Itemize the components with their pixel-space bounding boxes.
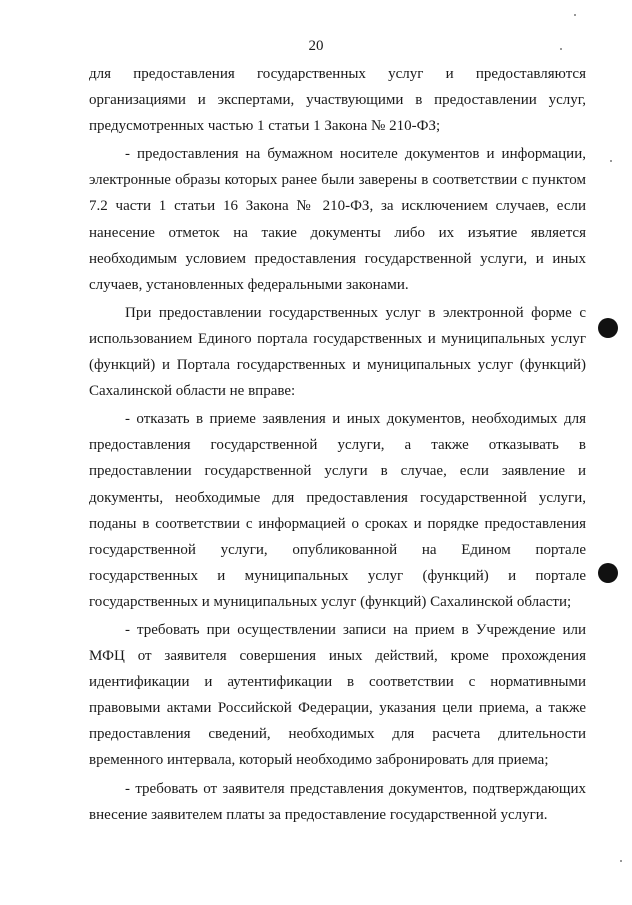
punch-hole-mark xyxy=(598,563,618,583)
scan-speck xyxy=(560,48,562,50)
scan-speck xyxy=(610,160,612,162)
paragraph-appointment-requirements: - требовать при осуществлении записи на прием в Учреждение или МФЦ от заявителя совершения иных действий, кроме прохождения идентификации и аутентификации в соответствии с нормативными правовыми актами Российской Федерации, указания цели приема, а также предоставления сведений, необходимых для расчета длительности временного интервала, который необходимо забронировать для приема; xyxy=(89,621,586,769)
scan-speck xyxy=(574,14,576,16)
paragraph-paper-documents: - предоставления на бумажном носителе документов и информации, электронные образы которых ранее были заверены в соответствии с пунктом 7.2 части 1 статьи 16 Закона № 210-ФЗ, за исключением случаев, если нанесение отметок на такие документы либо их изъятие является необходимым условием предоставления государственной услуги, и иных случаев, установленных федеральными законами. xyxy=(89,146,586,293)
punch-hole-mark xyxy=(598,318,618,338)
document-body xyxy=(89,61,586,828)
paragraph-payment-documents: - требовать от заявителя представления документов, подтверждающих внесение заявителем платы за предоставление государственной услуги. xyxy=(89,780,586,823)
paragraph-electronic-services: При предоставлении государственных услуг в электронной форме с использованием Единого портала государственных и муниципальных услуг (функций) и Портала государственных и муниципальных услуг (функций) Сахалинской области не вправе: xyxy=(89,304,586,400)
page-number: 20 xyxy=(308,38,324,54)
paragraph-refuse-acceptance: - отказать в приеме заявления и иных документов, необходимых для предоставления государственной услуги, а также отказывать в предоставлении государственной услуги в случае, если заявление и документы, необходимые для предоставления государственной услуги, поданы в соответствии с информацией о сроках и порядке предоставления государственной услуги, опубликованной на Едином портале государственных и муниципальных услуг (функций) и портале государственных и муниципальных услуг (функций) Сахалинской области; xyxy=(89,411,586,610)
scan-speck xyxy=(620,860,622,862)
paragraph-continuation: для предоставления государственных услуг и предоставляются организациями и экспертами, участвующими в предоставлении услуг, предусмотренных частью 1 статьи 1 Закона № 210-ФЗ; xyxy=(89,66,586,135)
